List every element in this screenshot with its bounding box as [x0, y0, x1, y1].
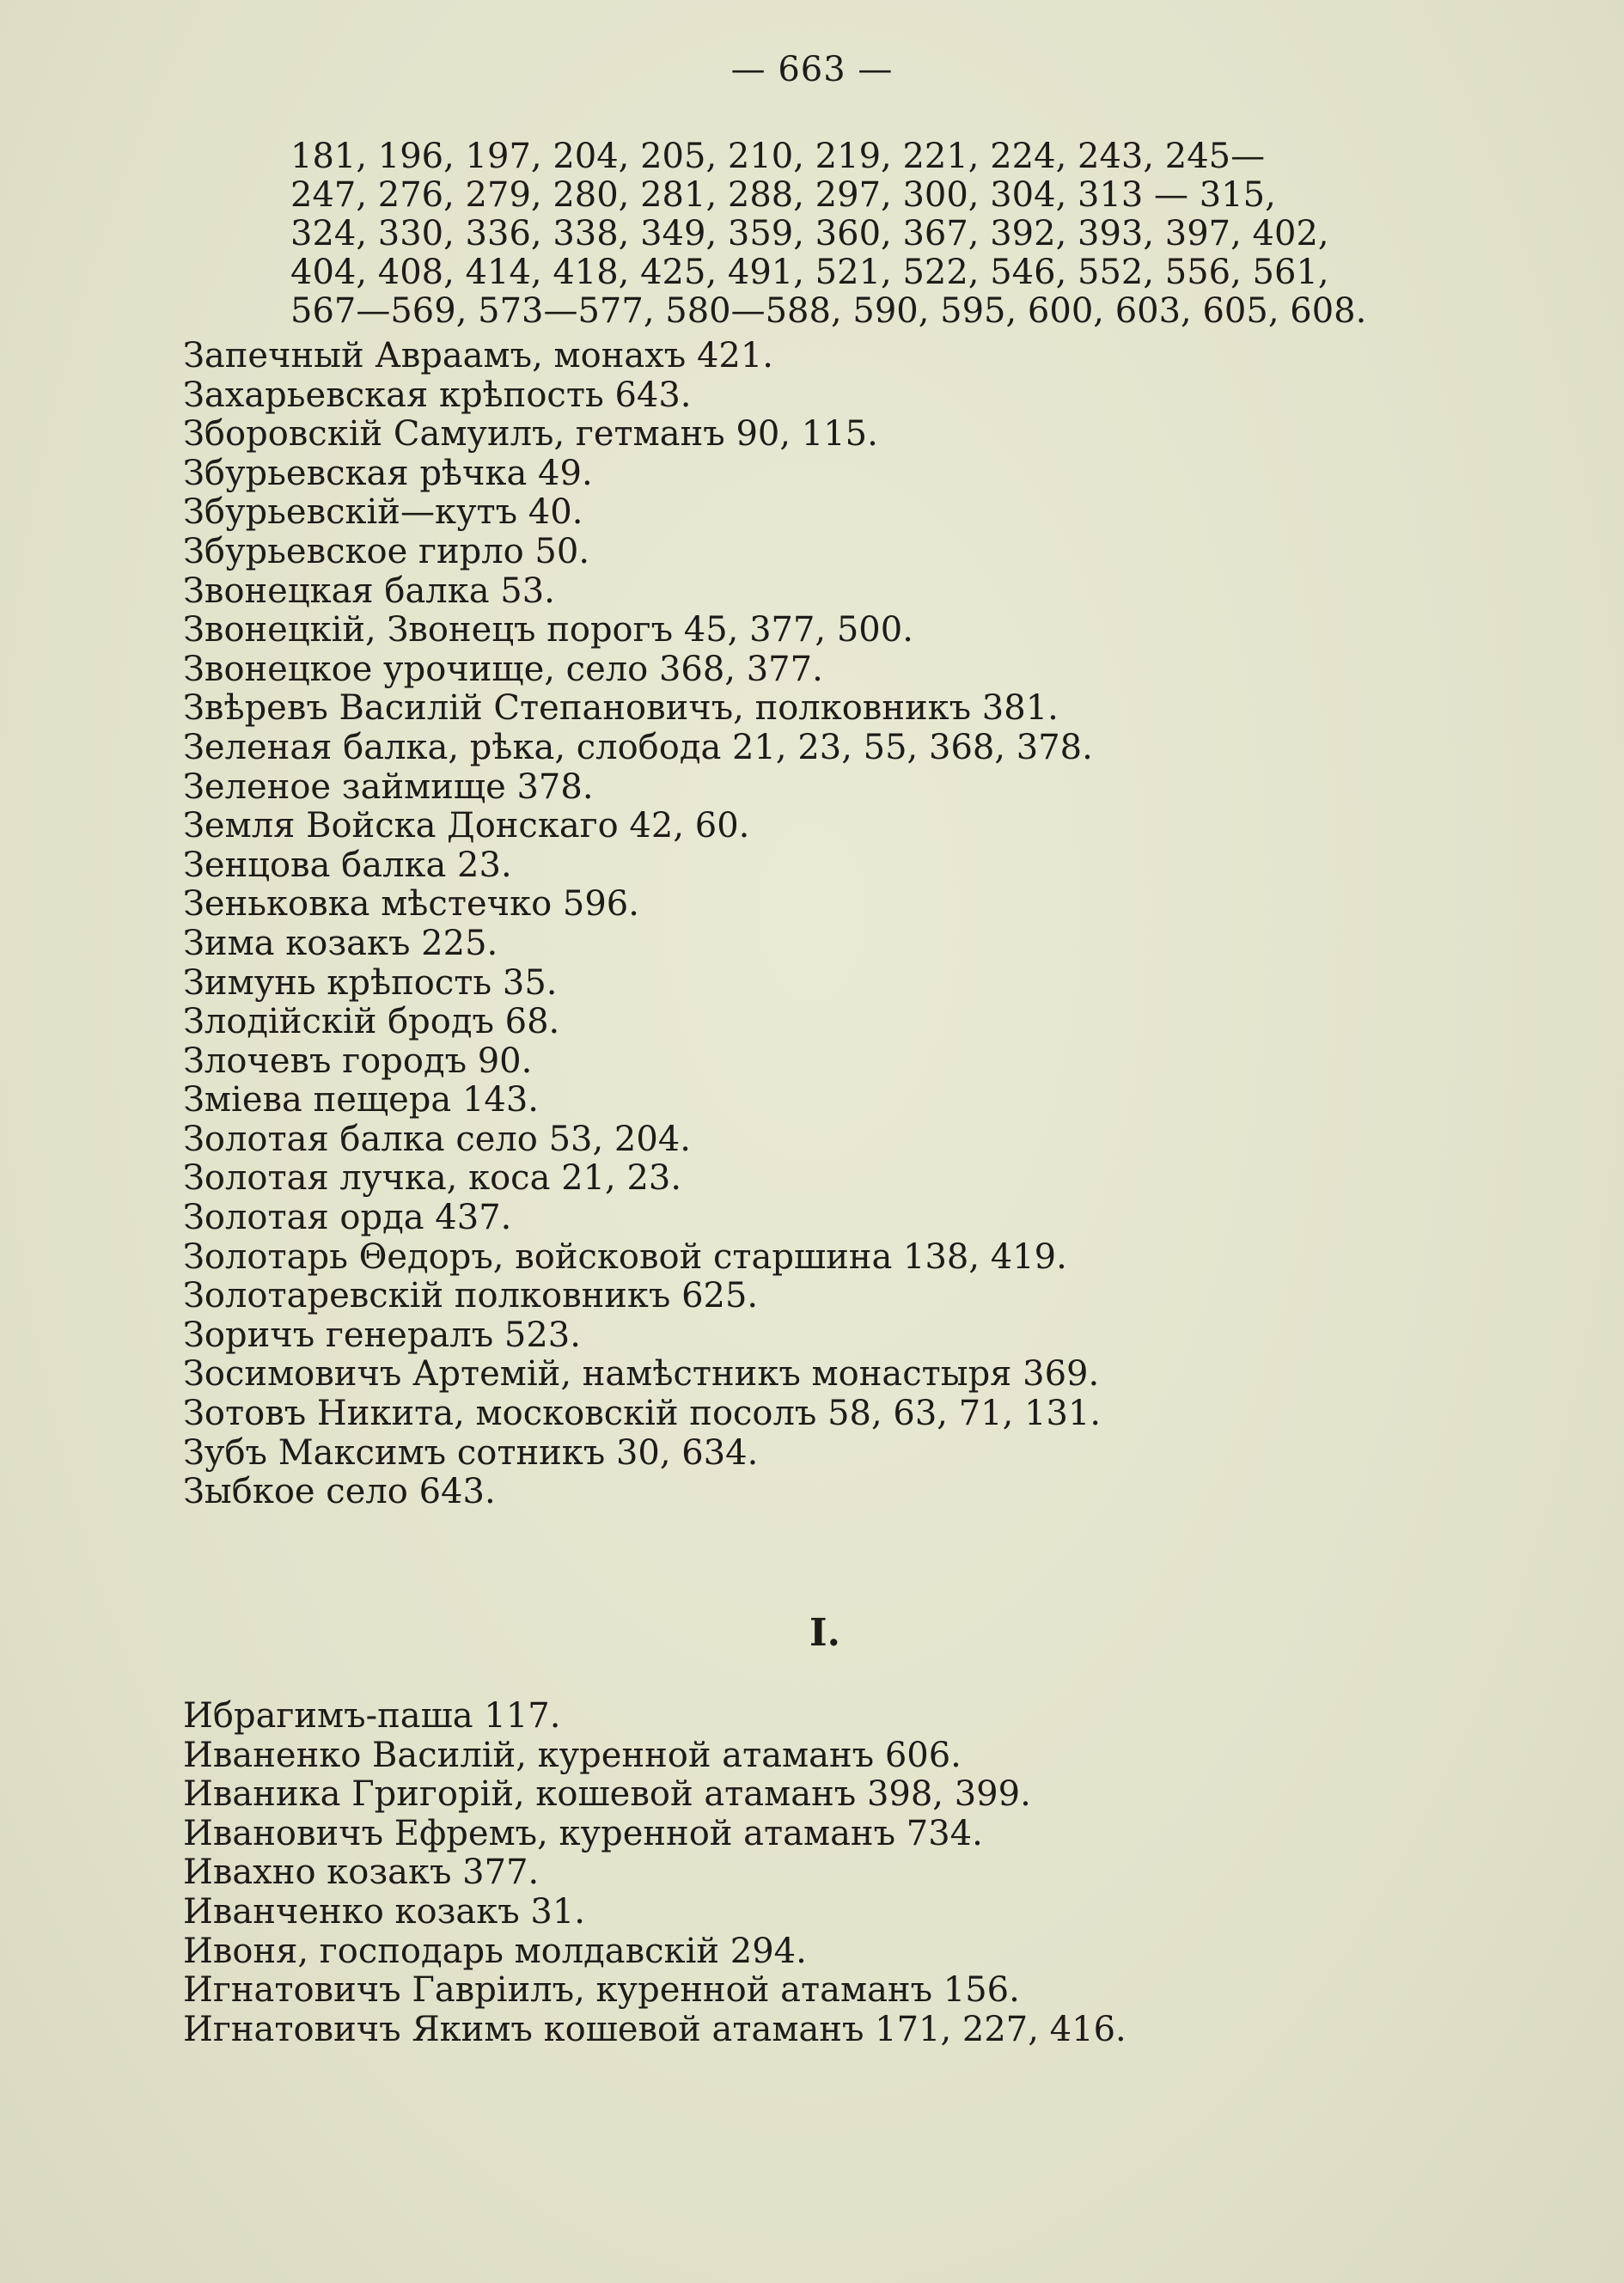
section-heading — [0, 1611, 1624, 1655]
index-entry: Игнатовичъ Гавріилъ, куренной атаманъ 156. — [183, 1970, 1020, 2011]
index-entry: Запечный Авраамъ, монахъ 421. — [183, 336, 774, 375]
index-entry: Збурьевская рѣчка 49. — [183, 453, 593, 493]
index-entry: Ивоня, господарь молдавскій 294. — [183, 1931, 807, 1971]
index-entry: Зеленая балка, рѣка, слобода 21, 23, 55, 368, 378. — [183, 727, 1093, 767]
index-entry: Ивановичъ Ефремъ, куренной атаманъ 734. — [183, 1813, 983, 1853]
index-entry: Зосимовичъ Артемій, намѣстникъ монастыря 369. — [183, 1354, 1100, 1395]
index-entry: Звонецкій, Звонецъ порогъ 45, 377, 500. — [183, 610, 913, 650]
index-entry: Ивахно козакъ 377. — [183, 1853, 540, 1893]
index-entries-z — [183, 337, 1472, 1512]
index-entry: Иванченко козакъ 31. — [183, 1891, 586, 1932]
continuation-line: 181, 196, 197, 204, 205, 210, 219, 221, 224, 243, 245— — [290, 137, 1266, 176]
index-entry: Земля Войска Донскаго 42, 60. — [183, 806, 750, 846]
index-entry: Ибрагимъ-паша 117. — [183, 1696, 561, 1736]
continuation-block — [290, 137, 1442, 331]
index-entry: Золотаревскій полковникъ 625. — [183, 1276, 759, 1316]
index-entry: Зоричъ генералъ 523. — [183, 1315, 581, 1355]
index-entry: Зеньковка мѣстечко 596. — [183, 884, 639, 925]
index-entry: Золотая орда 437. — [183, 1198, 512, 1238]
index-entry: Зима козакъ 225. — [183, 923, 498, 963]
index-entry: Злочевъ городъ 90. — [183, 1041, 533, 1081]
index-entry: Збурьевскій—кутъ 40. — [183, 492, 583, 533]
page-number: — 663 — — [730, 50, 894, 89]
index-entries-i — [183, 1697, 1472, 2049]
index-entry: Збурьевское гирло 50. — [183, 531, 590, 571]
section-letter: I. — [809, 1611, 840, 1655]
index-entry: Зыбкое село 643. — [183, 1472, 496, 1512]
index-entry: Золотая лучка, коса 21, 23. — [183, 1158, 682, 1199]
index-entry: Игнатовичъ Якимъ кошевой атаманъ 171, 227, 416. — [183, 2009, 1126, 2049]
index-entry: Зміева пещера 143. — [183, 1080, 540, 1120]
index-entry: Звонецкое урочище, село 368, 377. — [183, 649, 823, 689]
index-entry: Золотая балка село 53, 204. — [183, 1119, 691, 1159]
continuation-line: 247, 276, 279, 280, 281, 288, 297, 300, 304, 313 — 315, — [290, 175, 1276, 215]
index-entry: Зенцова балка 23. — [183, 845, 512, 885]
index-entry: Зотовъ Никита, московскій посолъ 58, 63, 71, 131. — [183, 1394, 1102, 1434]
index-entry: Зубъ Максимъ сотникъ 30, 634. — [183, 1432, 759, 1473]
index-entry: Зеленое займище 378. — [183, 766, 594, 807]
index-entry: Иваника Григорій, кошевой атаманъ 398, 399. — [183, 1774, 1031, 1815]
index-entry: Зимунь крѣпость 35. — [183, 962, 558, 1003]
index-entry: Злодійскій бродъ 68. — [183, 1002, 560, 1042]
index-entry: Звонецкая балка 53. — [183, 571, 555, 611]
index-entry: Золотарь Θедоръ, войсковой старшина 138, 419. — [183, 1236, 1067, 1277]
index-entry: Захарьевская крѣпость 643. — [183, 375, 692, 415]
continuation-line: 324, 330, 336, 338, 349, 359, 360, 367, 392, 393, 397, 402, — [290, 214, 1329, 253]
index-entry: Звѣревъ Василій Степановичъ, полковникъ 381. — [183, 688, 1059, 729]
continuation-line: 567—569, 573—577, 580—588, 590, 595, 600, 603, 605, 608. — [290, 291, 1367, 331]
index-entry: Зборовскій Самуилъ, гетманъ 90, 115. — [183, 414, 878, 455]
index-entry: Иваненко Василій, куренной атаманъ 606. — [183, 1735, 962, 1775]
continuation-line: 404, 408, 414, 418, 425, 491, 521, 522, 546, 552, 556, 561, — [290, 253, 1329, 292]
